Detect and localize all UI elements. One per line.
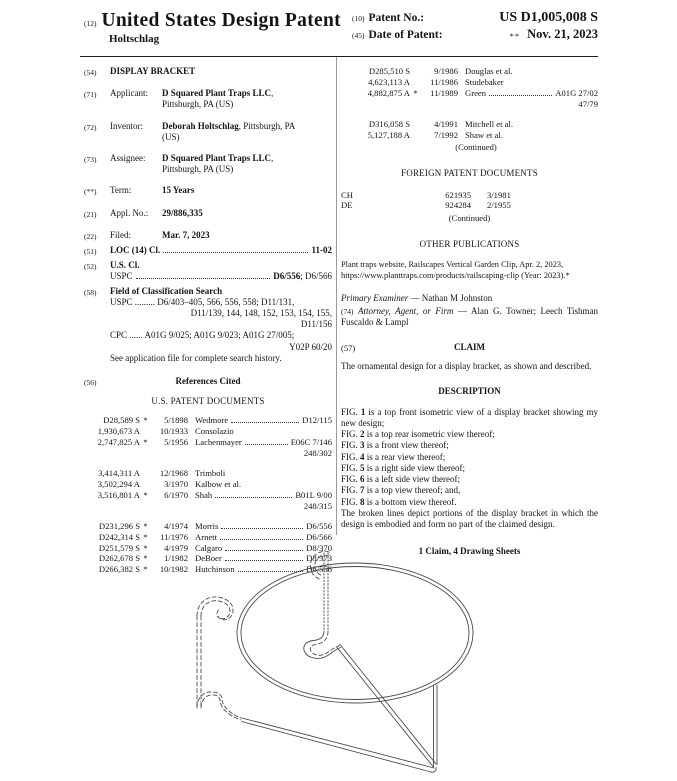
field-label: Inventor: bbox=[110, 120, 143, 131]
document-title: United States Design Patent bbox=[101, 10, 341, 31]
ring-outline-inner bbox=[241, 567, 469, 700]
ref-id: D316,058 S bbox=[368, 118, 410, 129]
term-asterisks: ** bbox=[509, 31, 521, 41]
dot-leader bbox=[163, 252, 308, 253]
claim-text: The ornamental design for a display bracket, as shown and described. bbox=[341, 361, 592, 372]
fig-prefix: FIG. bbox=[341, 485, 358, 496]
ring-outline-outer bbox=[237, 563, 473, 703]
foreign-patent-date: 2/1955 bbox=[487, 200, 511, 211]
ref-date: 4/1979 bbox=[164, 542, 188, 553]
term-value: 15 Years bbox=[162, 185, 195, 196]
ref-id: 3,502,294 A bbox=[97, 479, 140, 489]
field-inventor bbox=[84, 121, 332, 143]
inventor-after: , Pittsburgh, PA bbox=[238, 120, 296, 131]
ref-class-continuation: 47/79 bbox=[578, 98, 598, 109]
table-row bbox=[84, 415, 332, 426]
patent-figure-drawing bbox=[128, 538, 568, 781]
ref-date: 11/1976 bbox=[160, 531, 188, 542]
inventor-name: Deborah Holtschlag bbox=[162, 120, 239, 131]
publication-line2: https://www.planttraps.com/products/railscaping-clip (Year: 2023).* bbox=[341, 271, 570, 281]
invention-title: DISPLAY BRACKET bbox=[110, 66, 196, 76]
ref-id: D28,589 S bbox=[103, 415, 140, 426]
field-code: (58) bbox=[84, 287, 97, 297]
table-row bbox=[354, 119, 598, 130]
references-cited-label: References Cited bbox=[175, 376, 241, 387]
date-row bbox=[352, 27, 598, 42]
fig-text: is a rear view thereof; bbox=[366, 451, 446, 462]
foreign-patent-documents-heading: FOREIGN PATENT DOCUMENTS bbox=[401, 168, 538, 179]
ref-date: 6/1970 bbox=[164, 489, 188, 500]
fig-prefix: FIG. bbox=[341, 451, 358, 462]
assignee-after: , bbox=[271, 153, 274, 164]
table-row bbox=[84, 437, 332, 448]
table-row bbox=[84, 490, 332, 501]
ref-name: Trimboli bbox=[195, 468, 226, 479]
ref-id: 4,882,875 A bbox=[367, 87, 410, 98]
application-number: 29/886,335 bbox=[162, 207, 203, 218]
ref-id: 3,414,311 A bbox=[98, 468, 140, 479]
date-of-patent-value: Nov. 21, 2023 bbox=[527, 27, 598, 41]
foreign-refs-table bbox=[341, 190, 598, 225]
search-uspc-line3: D11/156 bbox=[300, 319, 332, 330]
patent-no-label: Patent No.: bbox=[368, 12, 425, 24]
uspc-secondary: ; D6/566 bbox=[300, 271, 332, 282]
ref-date: 5/1898 bbox=[164, 415, 188, 426]
ref-star: * bbox=[143, 542, 148, 553]
fig-description bbox=[341, 429, 598, 440]
field-title bbox=[84, 66, 332, 78]
ref-name: Morris bbox=[195, 520, 219, 531]
ref-date: 9/1986 bbox=[434, 66, 458, 76]
field-code-10: (10) bbox=[352, 14, 365, 23]
applicant-line2: Pittsburgh, PA (US) bbox=[162, 99, 234, 110]
table-row bbox=[354, 66, 598, 77]
ref-star: * bbox=[143, 564, 148, 575]
fig-description bbox=[341, 474, 598, 485]
table-row bbox=[341, 190, 598, 201]
loc-value: 11-02 bbox=[311, 245, 332, 256]
field-assignee bbox=[84, 153, 332, 175]
loc-label: LOC (14) Cl. bbox=[110, 245, 161, 256]
uspc-label: USPC bbox=[110, 271, 133, 282]
us-class-value bbox=[110, 260, 332, 282]
examiner-name: — Nathan M Johnston bbox=[408, 292, 493, 303]
field-label: Term: bbox=[110, 185, 132, 196]
fig-number: 2 bbox=[360, 429, 365, 440]
fig-text: is a top rear isometric view thereof; bbox=[366, 429, 495, 440]
ref-date: 4/1991 bbox=[434, 118, 458, 129]
table-row bbox=[341, 200, 598, 211]
search-uspc-line2: D11/139, 144, 148, 152, 153, 154, 155, bbox=[190, 308, 332, 319]
ref-id: 2,747,825 A bbox=[97, 437, 140, 448]
ref-date: 10/1982 bbox=[159, 564, 188, 575]
ref-id: D242,314 S bbox=[98, 531, 140, 542]
ref-name: DeBoer bbox=[195, 553, 222, 564]
header-rule bbox=[80, 56, 598, 57]
field-code: (22) bbox=[84, 231, 97, 241]
field-us-class bbox=[84, 260, 332, 282]
ref-star: * bbox=[413, 87, 418, 98]
ref-name: Wedmore bbox=[195, 415, 229, 426]
search-cpc-line1: CPC ...... A01G 9/025; A01G 9/023; A01G 27/005; bbox=[110, 330, 295, 341]
field-code: (**) bbox=[84, 187, 97, 197]
inventor-line1 bbox=[162, 121, 332, 132]
applicant-name: D Squared Plant Traps LLC bbox=[162, 88, 272, 99]
table-row bbox=[84, 479, 332, 490]
fig-number: 7 bbox=[360, 485, 365, 496]
rod-hook-outer bbox=[304, 631, 341, 658]
search-cpc-line2: Y02P 60/20 bbox=[289, 341, 332, 352]
country-code: DE bbox=[341, 200, 353, 211]
field-code: (51) bbox=[84, 247, 97, 257]
rod-hook-inner bbox=[310, 631, 339, 655]
ref-id: D231,296 S bbox=[98, 520, 140, 531]
field-term bbox=[84, 185, 332, 197]
field-code-12: (12) bbox=[84, 19, 97, 28]
fig-number: 5 bbox=[360, 462, 365, 473]
field-code-74: (74) bbox=[341, 306, 354, 316]
ref-name: Arnett bbox=[195, 531, 217, 542]
fig-description bbox=[341, 463, 598, 474]
ref-class-continuation: 248/302 bbox=[303, 448, 332, 459]
ref-name: Lachenmayer bbox=[195, 437, 242, 448]
table-row bbox=[354, 88, 598, 99]
ref-id: 4,623,113 A bbox=[368, 76, 410, 87]
uspc-value bbox=[273, 271, 332, 282]
ref-star: * bbox=[143, 415, 148, 426]
publication-line1: Plant traps website, Railscapes Vertical Garden Clip, Apr. 2, 2023, bbox=[341, 260, 564, 270]
fig-text: is a top view thereof; and, bbox=[366, 485, 461, 496]
title-row bbox=[84, 10, 352, 32]
uspc-row bbox=[110, 271, 332, 282]
ref-class: D8/373 bbox=[306, 553, 332, 564]
ref-id: 5,127,188 A bbox=[367, 129, 410, 140]
fig-number: 1 bbox=[360, 406, 366, 417]
country-code: CH bbox=[341, 189, 353, 200]
ref-class: A01G 27/02 bbox=[555, 87, 598, 98]
ref-star: * bbox=[143, 489, 148, 500]
left-column bbox=[84, 66, 332, 575]
ref-id: D251,579 S bbox=[98, 542, 140, 553]
us-refs-table-right bbox=[341, 66, 598, 153]
patent-no-row bbox=[352, 10, 598, 26]
foreign-patent-number: 924284 bbox=[445, 200, 471, 211]
table-row bbox=[84, 468, 332, 479]
ref-class-continuation: 248/315 bbox=[303, 500, 332, 511]
ref-name: Kalbow et al. bbox=[195, 479, 242, 489]
ref-id: D266,382 S bbox=[98, 564, 140, 575]
ref-name: Mitchell et al. bbox=[465, 118, 513, 129]
us-patent-documents-heading: U.S. PATENT DOCUMENTS bbox=[151, 396, 265, 407]
fig-text: is a front view thereof; bbox=[366, 440, 449, 451]
ref-date: 5/1956 bbox=[164, 437, 188, 448]
loc-row bbox=[110, 245, 332, 257]
field-code: (56) bbox=[84, 378, 97, 388]
ref-date: 1/1982 bbox=[164, 553, 188, 564]
date-of-patent-label: Date of Patent: bbox=[368, 29, 443, 41]
ref-date: 12/1968 bbox=[159, 468, 188, 479]
fig-description bbox=[341, 497, 598, 508]
fig-text: is a bottom view thereof. bbox=[366, 496, 457, 507]
claim-heading-row bbox=[341, 342, 598, 353]
ref-date: 11/1989 bbox=[430, 87, 458, 98]
header-left bbox=[84, 10, 352, 45]
description-heading: DESCRIPTION bbox=[438, 385, 501, 396]
ref-star: * bbox=[143, 520, 148, 531]
us-class-label: U.S. Cl. bbox=[110, 260, 140, 271]
claims-sheets-note: 1 Claim, 4 Drawing Sheets bbox=[418, 546, 521, 557]
field-label: Assignee: bbox=[110, 153, 146, 164]
field-code: (71) bbox=[84, 90, 97, 100]
assignee-line1 bbox=[162, 153, 332, 164]
field-appl-no bbox=[84, 208, 332, 220]
field-filed bbox=[84, 230, 332, 242]
dot-leader bbox=[245, 444, 288, 445]
field-code: (52) bbox=[84, 262, 97, 272]
filing-date: Mar. 7, 2023 bbox=[162, 229, 210, 240]
primary-examiner-line bbox=[341, 293, 598, 304]
ref-name: Green bbox=[465, 87, 486, 98]
table-row bbox=[84, 426, 332, 437]
ref-id: D262,678 S bbox=[98, 553, 140, 564]
fig-text: is a right side view thereof; bbox=[366, 462, 465, 473]
table-row bbox=[354, 77, 598, 88]
ref-date: 4/1974 bbox=[164, 520, 188, 531]
fig-description bbox=[341, 452, 598, 463]
ref-date: 3/1970 bbox=[164, 479, 188, 489]
fig-text: is a left side view thereof; bbox=[366, 474, 460, 485]
search-note: See application file for complete search history. bbox=[110, 352, 282, 363]
left-bracket bbox=[197, 597, 241, 720]
inventor-surname: Holtschlag bbox=[109, 33, 160, 45]
ref-name: Shah bbox=[195, 489, 213, 500]
ref-id: 3,516,801 A bbox=[97, 489, 140, 500]
field-label: Appl. No.: bbox=[110, 207, 149, 218]
applicant-value bbox=[162, 88, 332, 110]
fig-prefix: FIG. bbox=[341, 440, 358, 451]
patent-header bbox=[84, 10, 598, 45]
ref-name: Hutchinson bbox=[195, 564, 235, 575]
attorney-line bbox=[341, 306, 598, 328]
search-uspc-line1: USPC ......... D6/403–405, 566, 556, 558; D11/131, bbox=[110, 296, 295, 307]
field-code: (21) bbox=[84, 209, 97, 219]
dot-leader bbox=[231, 422, 299, 423]
field-code: (73) bbox=[84, 155, 97, 165]
continued-label: (Continued) bbox=[455, 142, 497, 153]
ref-id: 1,930,673 A bbox=[97, 426, 140, 437]
ref-class: D6/566 bbox=[306, 531, 332, 542]
fig-number: 6 bbox=[360, 474, 365, 485]
applicant-line1 bbox=[162, 88, 332, 99]
assignee-name: D Squared Plant Traps LLC bbox=[162, 153, 272, 164]
ref-class: B01L 9/00 bbox=[295, 489, 332, 500]
foreign-patent-number: 621935 bbox=[445, 189, 471, 200]
right-column bbox=[341, 66, 598, 557]
ref-class: E06C 7/146 bbox=[290, 437, 332, 448]
continued-label: (Continued) bbox=[448, 213, 491, 224]
ref-star: * bbox=[143, 531, 148, 542]
ref-class: D6/556 bbox=[306, 520, 332, 531]
field-label: Applicant: bbox=[110, 88, 148, 99]
dot-leader bbox=[221, 528, 303, 529]
fig-prefix: FIG. bbox=[341, 496, 358, 507]
fig-number: 8 bbox=[360, 496, 365, 507]
field-code-45: (45) bbox=[352, 31, 365, 40]
publication-citation bbox=[341, 260, 598, 281]
attorney-names: — Alan G. Towner; Leech Tishman Fuscaldo & Lampl bbox=[341, 305, 599, 328]
references-cited-heading bbox=[84, 376, 332, 387]
support-struts bbox=[240, 645, 437, 773]
ref-star: * bbox=[143, 437, 148, 448]
broken-lines-note: The broken lines depict portions of the display bracket in which the design is embodied and form no part of the claimed design. bbox=[341, 507, 598, 529]
fig-prefix: FIG. bbox=[341, 462, 358, 473]
fig-prefix: FIG. bbox=[341, 474, 358, 485]
dot-leader bbox=[136, 278, 271, 279]
inventor-value bbox=[162, 121, 332, 143]
foreign-patent-date: 3/1981 bbox=[487, 189, 511, 200]
fig-description bbox=[341, 407, 598, 429]
examiner-label: Primary Examiner bbox=[341, 292, 409, 303]
inventor-line2: (US) bbox=[162, 131, 180, 142]
ref-name: Shaw et al. bbox=[465, 129, 503, 140]
ref-date: 7/1992 bbox=[434, 129, 458, 140]
table-row bbox=[354, 130, 598, 141]
fig-description bbox=[341, 485, 598, 496]
fig-number: 4 bbox=[360, 451, 365, 462]
ref-class: D6/556 bbox=[306, 564, 332, 575]
hanger-curl bbox=[310, 551, 329, 579]
applicant-after: , bbox=[271, 88, 274, 99]
field-classification-search bbox=[84, 286, 332, 364]
fig-prefix: FIG. bbox=[341, 429, 358, 440]
ref-class: D8/370 bbox=[306, 542, 332, 553]
fig-text: is a top front isometric view of a display bracket showing my new design; bbox=[341, 406, 599, 429]
dot-leader bbox=[489, 95, 552, 96]
header-right bbox=[352, 10, 598, 45]
assignee-value bbox=[162, 153, 332, 175]
figure-canvas bbox=[128, 538, 568, 781]
field-loc-class bbox=[84, 245, 332, 257]
field-code-57: (57) bbox=[341, 343, 356, 354]
ref-name: Consolazio bbox=[195, 426, 234, 437]
attorney-label: Attorney, Agent, or Firm bbox=[358, 305, 454, 316]
patent-number: US D1,005,008 S bbox=[499, 10, 598, 25]
fig-prefix: FIG. bbox=[341, 406, 358, 417]
ref-name: Douglas et al. bbox=[465, 66, 513, 76]
field-applicant bbox=[84, 88, 332, 110]
field-label: Filed: bbox=[110, 229, 132, 240]
ref-star: * bbox=[143, 553, 148, 564]
ref-date: 10/1933 bbox=[159, 426, 188, 437]
assignee-line2: Pittsburgh, PA (US) bbox=[162, 164, 234, 175]
ref-class: D12/115 bbox=[302, 415, 332, 426]
ref-name: Studebaker bbox=[465, 76, 504, 87]
dot-leader bbox=[215, 497, 292, 498]
search-value bbox=[110, 286, 332, 364]
column-divider bbox=[336, 57, 337, 535]
uspc-primary: D6/556 bbox=[273, 271, 301, 282]
claim-heading: CLAIM bbox=[454, 342, 485, 353]
ref-date: 11/1986 bbox=[430, 76, 458, 87]
field-code: (72) bbox=[84, 122, 97, 132]
ref-id: D285,510 S bbox=[368, 66, 410, 76]
search-label: Field of Classification Search bbox=[110, 285, 223, 296]
fig-number: 3 bbox=[360, 440, 365, 451]
field-code: (54) bbox=[84, 68, 97, 77]
table-row bbox=[84, 521, 332, 532]
ref-name: Calgaro bbox=[195, 542, 223, 553]
other-publications-heading: OTHER PUBLICATIONS bbox=[419, 239, 520, 250]
fig-description bbox=[341, 440, 598, 451]
